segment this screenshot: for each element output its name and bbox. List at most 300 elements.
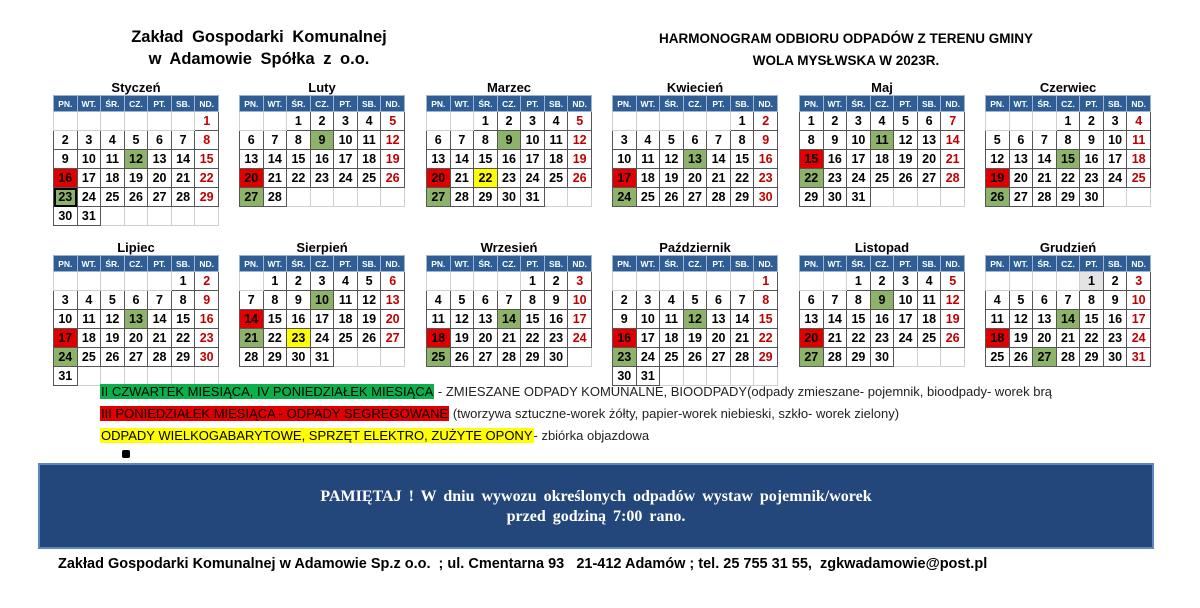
empty-day-cell (568, 348, 592, 367)
month-name: Lipiec (117, 240, 155, 255)
day-cell: 3 (77, 131, 101, 150)
day-cell: 16 (195, 310, 219, 329)
day-cell: 28 (171, 188, 195, 207)
weekday-header: PT. (521, 96, 545, 112)
day-cell: 17 (310, 310, 334, 329)
empty-day-cell (683, 112, 707, 131)
month-table (426, 95, 592, 207)
day-cell: 4 (917, 272, 941, 291)
empty-day-cell (1009, 112, 1033, 131)
day-cell: 3 (613, 131, 637, 150)
empty-day-cell (450, 112, 474, 131)
day-cell: 26 (986, 188, 1010, 207)
month-name: Kwiecień (666, 80, 724, 95)
day-cell: 3 (521, 112, 545, 131)
day-cell: 14 (148, 310, 172, 329)
weekday-header: PN. (800, 256, 824, 272)
day-cell: 1 (847, 272, 871, 291)
day-cell: 23 (195, 329, 219, 348)
week-row (54, 112, 219, 131)
day-cell: 20 (707, 329, 731, 348)
week-row (54, 150, 219, 169)
day-cell: 27 (474, 348, 498, 367)
day-cell: 30 (1103, 348, 1127, 367)
day-cell: 15 (1080, 310, 1104, 329)
day-cell: 17 (847, 150, 871, 169)
weekday-header-row (613, 256, 778, 272)
day-cell: 21 (263, 169, 287, 188)
day-cell: 20 (1033, 329, 1057, 348)
day-cell: 24 (334, 169, 358, 188)
day-cell: 8 (474, 131, 498, 150)
weekday-header: PN. (54, 96, 78, 112)
day-cell: 20 (381, 310, 405, 329)
month-table (426, 255, 592, 367)
day-cell: 7 (707, 131, 731, 150)
day-cell: 2 (544, 272, 568, 291)
empty-day-cell (1033, 112, 1057, 131)
day-cell: 19 (683, 329, 707, 348)
weekday-header: SB. (357, 96, 381, 112)
weekday-header: SB. (171, 96, 195, 112)
day-cell: 25 (427, 348, 451, 367)
weekday-header: SB. (1103, 96, 1127, 112)
empty-day-cell (660, 272, 684, 291)
day-cell: 27 (124, 348, 148, 367)
weekday-header: CZ. (124, 96, 148, 112)
weekday-header: SB. (917, 96, 941, 112)
day-cell: 16 (754, 150, 778, 169)
weekday-header: PT. (894, 96, 918, 112)
day-cell: 15 (754, 310, 778, 329)
day-cell: 23 (613, 348, 637, 367)
empty-day-cell (613, 272, 637, 291)
day-cell: 26 (101, 348, 125, 367)
day-cell: 17 (894, 310, 918, 329)
weekday-header: ND. (754, 96, 778, 112)
day-cell: 31 (847, 188, 871, 207)
day-cell: 22 (1080, 329, 1104, 348)
weekday-header: PN. (240, 96, 264, 112)
day-cell: 5 (894, 112, 918, 131)
day-cell: 18 (427, 329, 451, 348)
day-cell: 21 (730, 329, 754, 348)
day-cell: 26 (660, 188, 684, 207)
week-row (800, 188, 965, 207)
day-cell: 2 (754, 112, 778, 131)
month-name: Listopad (854, 240, 910, 255)
day-cell: 18 (77, 329, 101, 348)
week-row (54, 291, 219, 310)
day-cell: 30 (497, 188, 521, 207)
day-cell: 21 (823, 329, 847, 348)
week-row (613, 272, 778, 291)
day-cell: 2 (1080, 112, 1104, 131)
empty-day-cell (381, 188, 405, 207)
week-row (986, 310, 1151, 329)
day-cell: 16 (1080, 150, 1104, 169)
day-cell: 28 (1033, 188, 1057, 207)
day-cell: 25 (917, 329, 941, 348)
day-cell: 4 (870, 112, 894, 131)
day-cell: 9 (310, 131, 334, 150)
day-cell: 29 (171, 348, 195, 367)
empty-day-cell (334, 188, 358, 207)
day-cell: 3 (1103, 112, 1127, 131)
day-cell: 19 (101, 329, 125, 348)
month-name: Styczeń (111, 80, 161, 95)
empty-day-cell (381, 348, 405, 367)
week-row (800, 348, 965, 367)
empty-day-cell (1103, 188, 1127, 207)
day-cell: 27 (707, 348, 731, 367)
weekday-header: ND. (195, 96, 219, 112)
day-cell: 14 (450, 150, 474, 169)
empty-day-cell (357, 188, 381, 207)
week-row (427, 329, 592, 348)
empty-day-cell (894, 188, 918, 207)
weekday-header: ND. (941, 96, 965, 112)
day-cell: 21 (1056, 329, 1080, 348)
day-cell: 29 (474, 188, 498, 207)
day-cell: 9 (1080, 131, 1104, 150)
weekday-header: SB. (730, 256, 754, 272)
week-row (240, 272, 405, 291)
empty-day-cell (124, 207, 148, 226)
day-cell: 19 (986, 169, 1010, 188)
day-cell: 25 (334, 329, 358, 348)
day-cell: 22 (195, 169, 219, 188)
day-cell: 9 (754, 131, 778, 150)
empty-day-cell (77, 272, 101, 291)
day-cell: 5 (124, 131, 148, 150)
reminder-line1: PAMIĘTAJ ! W dniu wywozu określonych odpadów wystaw pojemnik/worek (320, 488, 872, 505)
day-cell: 27 (381, 329, 405, 348)
day-cell: 16 (544, 310, 568, 329)
weekday-header-row (986, 96, 1151, 112)
month-calendar (799, 240, 965, 367)
day-cell: 15 (800, 150, 824, 169)
month-name: Wrzesień (480, 240, 538, 255)
week-row (986, 150, 1151, 169)
day-cell: 5 (450, 291, 474, 310)
weekday-header: PN. (54, 256, 78, 272)
weekday-header: CZ. (310, 256, 334, 272)
empty-day-cell (497, 272, 521, 291)
weekday-header: ŚR. (474, 256, 498, 272)
weekday-header-row (800, 256, 965, 272)
month-table (612, 255, 778, 386)
day-cell: 26 (1009, 348, 1033, 367)
day-cell: 12 (450, 310, 474, 329)
week-row (613, 310, 778, 329)
week-row (240, 131, 405, 150)
day-cell: 13 (1033, 310, 1057, 329)
weekday-header: ŚR. (660, 96, 684, 112)
day-cell: 2 (310, 112, 334, 131)
weekday-header-row (54, 256, 219, 272)
weekday-header-row (427, 256, 592, 272)
day-cell: 13 (800, 310, 824, 329)
day-cell: 1 (730, 112, 754, 131)
day-cell: 17 (54, 329, 78, 348)
day-cell: 8 (730, 131, 754, 150)
empty-day-cell (427, 272, 451, 291)
week-row (800, 291, 965, 310)
day-cell: 22 (1056, 169, 1080, 188)
day-cell: 9 (287, 291, 311, 310)
empty-day-cell (334, 348, 358, 367)
weekday-header: ND. (381, 96, 405, 112)
day-cell: 6 (683, 131, 707, 150)
day-cell: 13 (917, 131, 941, 150)
weekday-header: PN. (613, 96, 637, 112)
day-cell: 10 (310, 291, 334, 310)
weekday-header-row (800, 96, 965, 112)
day-cell: 22 (171, 329, 195, 348)
day-cell: 8 (847, 291, 871, 310)
month-name: Luty (308, 80, 336, 95)
weekday-header: PN. (800, 96, 824, 112)
weekday-header: PN. (986, 256, 1010, 272)
day-cell: 21 (497, 329, 521, 348)
weekday-header-row (613, 96, 778, 112)
weekday-header-row (54, 96, 219, 112)
week-row (427, 150, 592, 169)
week-row (613, 291, 778, 310)
day-cell: 7 (730, 291, 754, 310)
day-cell: 20 (800, 329, 824, 348)
day-cell: 11 (1127, 131, 1151, 150)
day-cell: 19 (894, 150, 918, 169)
day-cell: 25 (544, 169, 568, 188)
week-row (240, 150, 405, 169)
day-cell: 27 (148, 188, 172, 207)
day-cell: 24 (613, 188, 637, 207)
day-cell: 11 (986, 310, 1010, 329)
legend-mixed-waste-text: - ZMIESZANE ODPADY KOMUNALNE, BIOODPADY(odpady zmieszane- pojemnik, bioodpady- worek brą (434, 384, 1053, 399)
day-cell: 18 (660, 329, 684, 348)
weekday-header: ŚR. (1033, 256, 1057, 272)
empty-day-cell (310, 188, 334, 207)
empty-day-cell (636, 272, 660, 291)
empty-day-cell (544, 188, 568, 207)
month-table (985, 95, 1151, 207)
day-cell: 25 (77, 348, 101, 367)
weekday-header: CZ. (870, 256, 894, 272)
week-row (54, 207, 219, 226)
day-cell: 5 (357, 272, 381, 291)
day-cell: 18 (544, 150, 568, 169)
empty-day-cell (660, 112, 684, 131)
day-cell: 17 (334, 150, 358, 169)
weekday-header: PT. (707, 96, 731, 112)
day-cell: 18 (1127, 150, 1151, 169)
day-cell: 6 (124, 291, 148, 310)
day-cell: 15 (263, 310, 287, 329)
day-cell: 1 (195, 112, 219, 131)
day-cell: 16 (497, 150, 521, 169)
empty-day-cell (800, 272, 824, 291)
day-cell: 11 (636, 150, 660, 169)
week-row (986, 188, 1151, 207)
empty-day-cell (986, 112, 1010, 131)
week-row (613, 348, 778, 367)
month-calendar (612, 80, 778, 207)
day-cell: 8 (263, 291, 287, 310)
empty-day-cell (683, 272, 707, 291)
company-name-line2: w Adamowie Spółka z o.o. (148, 50, 370, 68)
weekday-header: ŚR. (1033, 96, 1057, 112)
day-cell: 14 (941, 131, 965, 150)
day-cell: 23 (754, 169, 778, 188)
day-cell: 16 (1103, 310, 1127, 329)
weekday-header: SB. (357, 256, 381, 272)
day-cell: 6 (427, 131, 451, 150)
empty-day-cell (124, 272, 148, 291)
day-cell: 16 (287, 310, 311, 329)
month-name: Czerwiec (1039, 80, 1097, 95)
day-cell: 1 (1080, 272, 1104, 291)
day-cell: 27 (917, 169, 941, 188)
month-table (239, 255, 405, 367)
day-cell: 6 (800, 291, 824, 310)
day-cell: 14 (263, 150, 287, 169)
day-cell: 9 (1103, 291, 1127, 310)
day-cell: 29 (263, 348, 287, 367)
day-cell: 2 (613, 291, 637, 310)
day-cell: 20 (124, 329, 148, 348)
month-table (53, 95, 219, 226)
day-cell: 12 (894, 131, 918, 150)
day-cell: 5 (101, 291, 125, 310)
day-cell: 10 (847, 131, 871, 150)
weekday-header: PN. (427, 96, 451, 112)
empty-day-cell (917, 188, 941, 207)
day-cell: 8 (521, 291, 545, 310)
weekday-header: WT. (636, 256, 660, 272)
company-name-line1: Zakład Gospodarki Komunalnej (131, 28, 387, 46)
month-calendar (53, 240, 219, 386)
day-cell: 21 (450, 169, 474, 188)
month-table (53, 255, 219, 386)
week-row (54, 169, 219, 188)
month-table (985, 255, 1151, 367)
day-cell: 1 (171, 272, 195, 291)
weekday-header: ŚR. (101, 96, 125, 112)
week-row (800, 131, 965, 150)
day-cell: 28 (1056, 348, 1080, 367)
day-cell: 23 (54, 188, 78, 207)
day-cell: 2 (287, 272, 311, 291)
day-cell: 11 (357, 131, 381, 150)
day-cell: 1 (800, 112, 824, 131)
day-cell: 16 (310, 150, 334, 169)
week-row (986, 112, 1151, 131)
empty-day-cell (450, 272, 474, 291)
day-cell: 19 (450, 329, 474, 348)
weekday-header-row (240, 256, 405, 272)
legend-bulky-waste-text: - zbiórka objazdowa (533, 428, 650, 443)
day-cell: 20 (427, 169, 451, 188)
day-cell: 30 (195, 348, 219, 367)
day-cell: 21 (1033, 169, 1057, 188)
month-calendar (799, 80, 965, 207)
day-cell: 24 (894, 329, 918, 348)
day-cell: 15 (287, 150, 311, 169)
weekday-header: WT. (450, 256, 474, 272)
day-cell: 26 (124, 188, 148, 207)
empty-day-cell (101, 272, 125, 291)
day-cell: 2 (195, 272, 219, 291)
day-cell: 22 (287, 169, 311, 188)
day-cell: 12 (357, 291, 381, 310)
month-calendar (426, 240, 592, 367)
day-cell: 17 (77, 169, 101, 188)
empty-day-cell (1009, 272, 1033, 291)
month-calendar (426, 80, 592, 207)
day-cell: 7 (1056, 291, 1080, 310)
day-cell: 31 (54, 367, 78, 386)
day-cell: 13 (474, 310, 498, 329)
day-cell: 9 (54, 150, 78, 169)
day-cell: 10 (54, 310, 78, 329)
month-table (239, 95, 405, 207)
week-row (240, 348, 405, 367)
day-cell: 5 (660, 131, 684, 150)
day-cell: 30 (54, 207, 78, 226)
day-cell: 4 (77, 291, 101, 310)
day-cell: 28 (941, 169, 965, 188)
day-cell: 18 (334, 310, 358, 329)
day-cell: 21 (171, 169, 195, 188)
day-cell: 4 (427, 291, 451, 310)
weekday-header: PT. (521, 256, 545, 272)
day-cell: 13 (1009, 150, 1033, 169)
day-cell: 22 (730, 169, 754, 188)
month-table (799, 255, 965, 367)
weekday-header: ND. (568, 256, 592, 272)
weekday-header: SB. (1103, 256, 1127, 272)
day-cell: 27 (800, 348, 824, 367)
weekday-header: WT. (636, 96, 660, 112)
weekday-header: WT. (450, 96, 474, 112)
day-cell: 4 (334, 272, 358, 291)
week-row (986, 272, 1151, 291)
week-row (240, 310, 405, 329)
day-cell: 7 (497, 291, 521, 310)
day-cell: 11 (77, 310, 101, 329)
week-row (986, 348, 1151, 367)
day-cell: 29 (754, 348, 778, 367)
day-cell: 10 (77, 150, 101, 169)
week-row (54, 310, 219, 329)
day-cell: 31 (636, 367, 660, 386)
week-row (427, 348, 592, 367)
empty-day-cell (823, 272, 847, 291)
day-cell: 29 (521, 348, 545, 367)
weekday-header: CZ. (310, 96, 334, 112)
day-cell: 19 (1009, 329, 1033, 348)
day-cell: 12 (101, 310, 125, 329)
day-cell: 22 (263, 329, 287, 348)
empty-day-cell (171, 112, 195, 131)
empty-day-cell (707, 112, 731, 131)
day-cell: 28 (497, 348, 521, 367)
day-cell: 13 (240, 150, 264, 169)
week-row (613, 112, 778, 131)
empty-day-cell (54, 272, 78, 291)
